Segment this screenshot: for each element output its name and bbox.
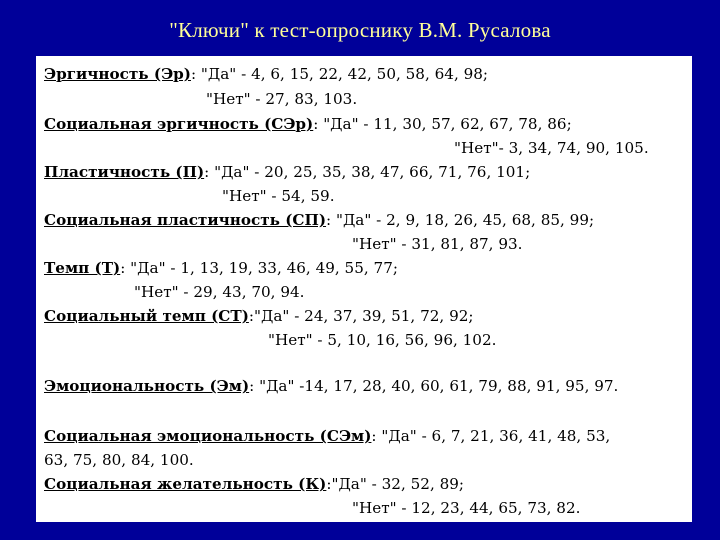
scale-values: : "Да" - 11, 30, 57, 62, 67, 78, 86; (313, 115, 572, 133)
scale-values: : "Да" -14, 17, 28, 40, 60, 61, 79, 88, 91, 95, 97. (249, 377, 619, 395)
scale-values: "Нет" - 27, 83, 103. (206, 90, 358, 108)
scale-label: Социальная эмоциональность (СЭм) (44, 427, 372, 445)
scale-label: Социальная эргичность (СЭр) (44, 115, 314, 133)
content-panel (36, 56, 692, 522)
scale-values: : "Да" - 6, 7, 21, 36, 41, 48, 53, (371, 427, 611, 445)
scale-label: Социальная желательность (К) (44, 475, 327, 493)
scale-line-plastichnost-no (222, 186, 335, 206)
scale-line-social-ergichnost (44, 114, 572, 134)
scale-label: Пластичность (П) (44, 163, 205, 181)
scale-label: Эмоциональность (Эм) (44, 377, 250, 395)
scale-line-social-plastichnost-no (352, 234, 523, 254)
scale-line-temp (44, 258, 398, 278)
scale-line-social-temp (44, 306, 474, 326)
scale-values: : "Да" - 2, 9, 18, 26, 45, 68, 85, 99; (326, 211, 595, 229)
scale-line-social-emotsionalnost-cont (44, 450, 194, 470)
scale-values: :"Да" - 24, 37, 39, 51, 72, 92; (248, 307, 474, 325)
scale-label: Социальная пластичность (СП) (44, 211, 327, 229)
scale-values: :"Да" - 32, 52, 89; (326, 475, 465, 493)
scale-line-social-ergichnost-no (454, 138, 649, 158)
scale-values: "Нет"- 3, 34, 74, 90, 105. (454, 139, 649, 157)
scale-line-plastichnost (44, 162, 530, 182)
slide-title: "Ключи" к тест-опроснику В.М. Русалова (169, 18, 551, 42)
scale-values: "Нет" - 31, 81, 87, 93. (352, 235, 523, 253)
scale-line-temp-no (134, 282, 305, 302)
scale-line-social-plastichnost (44, 210, 594, 230)
scale-line-social-zhelatelnost-no (352, 498, 580, 518)
scale-values: : "Да" - 1, 13, 19, 33, 46, 49, 55, 77; (120, 259, 398, 277)
scale-values: : "Да" - 20, 25, 35, 38, 47, 66, 71, 76, 101; (204, 163, 531, 181)
scale-values: "Нет" - 5, 10, 16, 56, 96, 102. (268, 331, 497, 349)
scale-line-emotsionalnost (44, 376, 618, 396)
scale-label: Социальный темп (СТ) (44, 307, 249, 325)
scale-values: : "Да" - 4, 6, 15, 22, 42, 50, 58, 64, 98; (190, 65, 489, 83)
scale-line-social-emotsionalnost (44, 426, 610, 446)
scale-line-ergichnost-no (206, 89, 357, 109)
scale-values: "Нет" - 12, 23, 44, 65, 73, 82. (352, 499, 581, 517)
scale-line-social-zhelatelnost (44, 474, 464, 494)
scale-line-ergichnost (44, 64, 488, 84)
scale-line-social-temp-no (268, 330, 496, 350)
scale-values: "Нет" - 54, 59. (222, 187, 335, 205)
scale-values: 63, 75, 80, 84, 100. (44, 451, 194, 469)
scale-label: Эргичность (Эр) (44, 65, 191, 83)
scale-label: Темп (Т) (44, 259, 121, 277)
scale-values: "Нет" - 29, 43, 70, 94. (134, 283, 305, 301)
